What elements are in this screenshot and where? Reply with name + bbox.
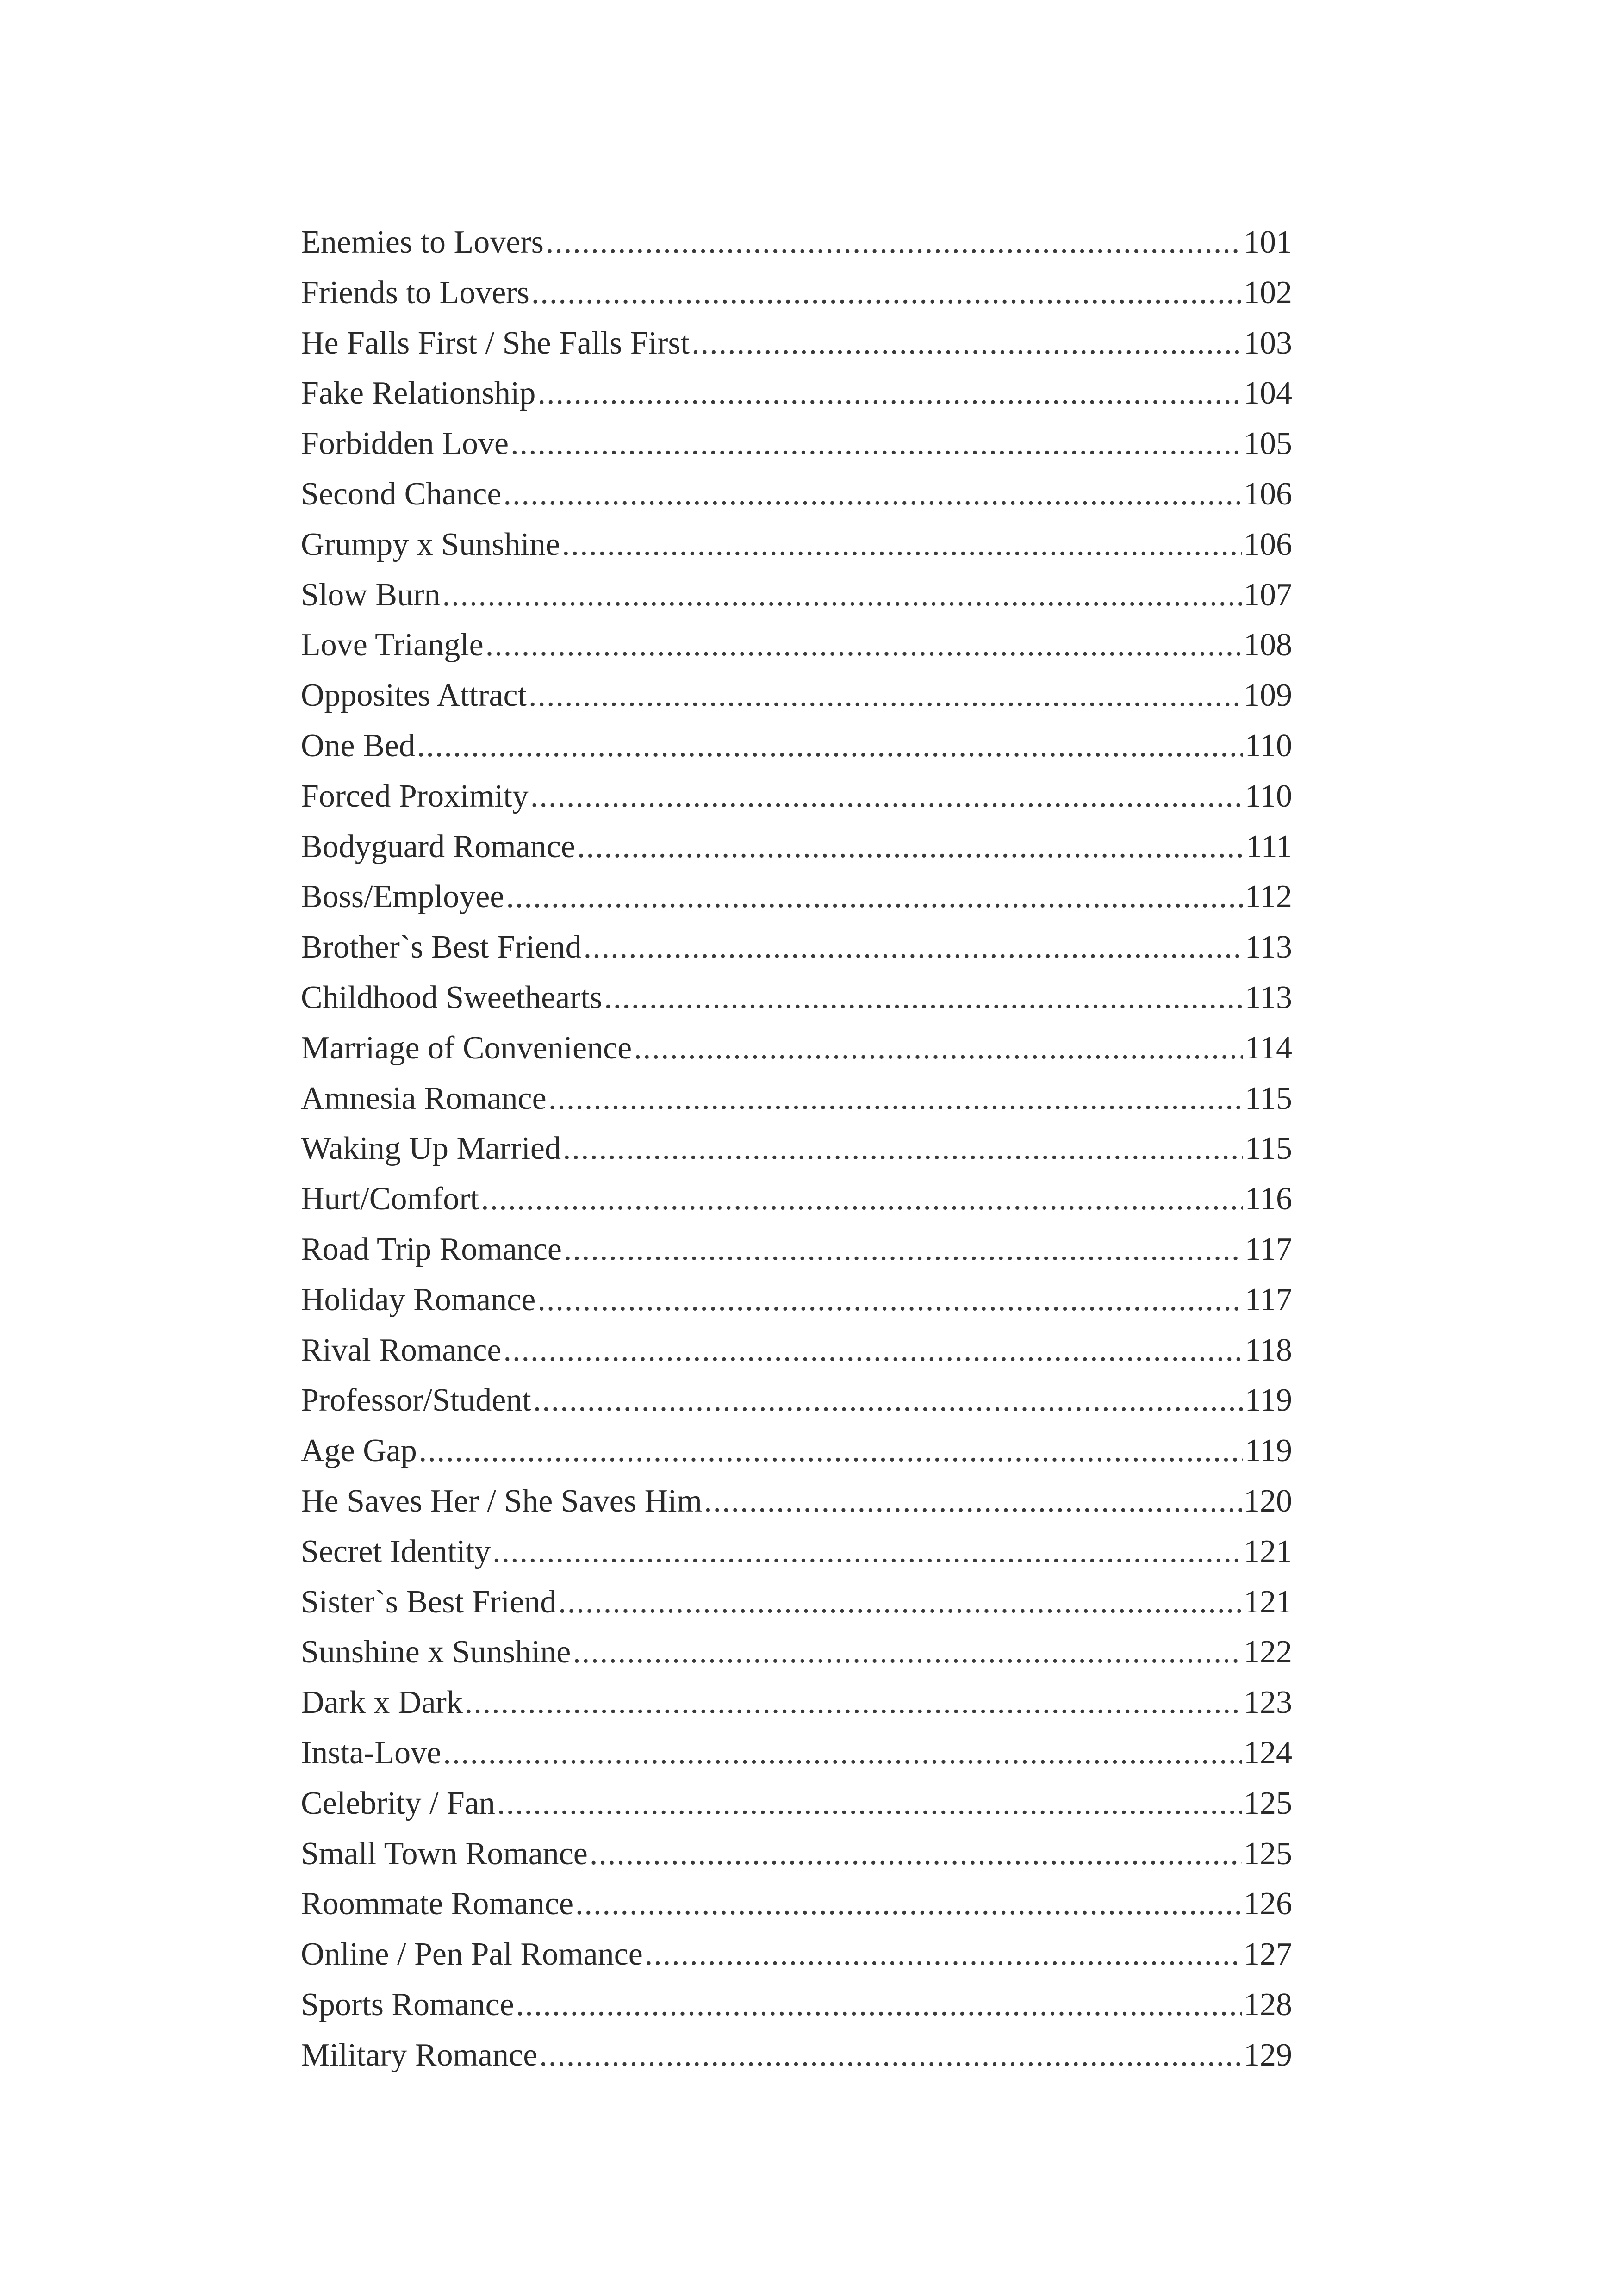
toc-entry[interactable] — [301, 1879, 1292, 1929]
toc-entry[interactable] — [301, 1929, 1292, 1980]
toc-entry-page-number: 117 — [1245, 1231, 1292, 1267]
toc-entry-title: Friends to Lovers — [301, 274, 529, 311]
toc-entry-page-number: 118 — [1245, 1332, 1292, 1368]
toc-entry[interactable] — [301, 1275, 1292, 1325]
toc-entry-title: Holiday Romance — [301, 1282, 536, 1318]
toc-entry-title: Waking Up Married — [301, 1131, 561, 1167]
toc-entry[interactable] — [301, 1225, 1292, 1275]
toc-entry-title: Roommate Romance — [301, 1886, 574, 1922]
toc-entry-title: Second Chance — [301, 476, 502, 512]
toc-entry[interactable] — [301, 1426, 1292, 1476]
toc-dot-leader — [530, 772, 1243, 822]
toc-dot-leader — [503, 469, 1242, 520]
toc-entry[interactable] — [301, 318, 1292, 369]
toc-entry-page-number: 109 — [1244, 678, 1292, 714]
toc-entry-title: Slow Burn — [301, 577, 441, 613]
toc-dot-leader — [417, 721, 1243, 772]
toc-dot-leader — [562, 520, 1242, 570]
toc-entry-title: Age Gap — [301, 1433, 417, 1469]
toc-entry-title: Hurt/Comfort — [301, 1181, 479, 1217]
toc-entry-page-number: 110 — [1245, 728, 1292, 764]
toc-entry-title: Professor/Student — [301, 1382, 531, 1419]
toc-entry-title: Sister`s Best Friend — [301, 1584, 557, 1620]
toc-entry[interactable] — [301, 570, 1292, 621]
toc-entry[interactable] — [301, 1325, 1292, 1376]
toc-dot-leader — [539, 2030, 1242, 2081]
toc-dot-leader — [537, 1275, 1243, 1325]
toc-entry[interactable] — [301, 368, 1292, 419]
toc-entry[interactable] — [301, 419, 1292, 469]
toc-entry-title: Forbidden Love — [301, 426, 509, 462]
toc-dot-leader — [504, 1325, 1243, 1376]
toc-entry[interactable] — [301, 2030, 1292, 2081]
toc-entry-page-number: 111 — [1246, 828, 1292, 865]
toc-dot-leader — [548, 1074, 1243, 1124]
toc-entry-page-number: 117 — [1245, 1282, 1292, 1318]
toc-entry[interactable] — [301, 1174, 1292, 1225]
toc-entry[interactable] — [301, 1829, 1292, 1879]
toc-entry-page-number: 107 — [1244, 577, 1292, 613]
toc-dot-leader — [604, 973, 1243, 1023]
toc-dot-leader — [443, 1728, 1242, 1779]
toc-entry[interactable] — [301, 1627, 1292, 1678]
toc-entry[interactable] — [301, 1476, 1292, 1527]
toc-entry-title: Grumpy x Sunshine — [301, 526, 560, 562]
toc-dot-leader — [492, 1527, 1242, 1577]
toc-entry[interactable] — [301, 822, 1292, 872]
toc-entry-title: Secret Identity — [301, 1533, 491, 1569]
toc-dot-leader — [531, 268, 1242, 318]
toc-dot-leader — [537, 368, 1242, 419]
toc-entry-page-number: 125 — [1244, 1836, 1292, 1872]
toc-dot-leader — [419, 1426, 1243, 1476]
toc-entry-page-number: 119 — [1245, 1433, 1292, 1469]
toc-dot-leader — [465, 1678, 1242, 1728]
toc-entry[interactable] — [301, 671, 1292, 721]
toc-entry[interactable] — [301, 1728, 1292, 1779]
toc-entry-page-number: 129 — [1244, 2037, 1292, 2073]
toc-entry-page-number: 101 — [1244, 224, 1292, 260]
toc-entry-title: Boss/Employee — [301, 879, 504, 915]
toc-entry[interactable] — [301, 872, 1292, 922]
toc-entry[interactable] — [301, 1779, 1292, 1829]
toc-entry[interactable] — [301, 218, 1292, 268]
toc-dot-leader — [563, 1124, 1243, 1174]
toc-entry-page-number: 119 — [1245, 1382, 1292, 1419]
toc-entry-page-number: 102 — [1244, 274, 1292, 311]
toc-entry-page-number: 123 — [1244, 1685, 1292, 1721]
toc-entry[interactable] — [301, 1023, 1292, 1074]
toc-entry-page-number: 121 — [1244, 1584, 1292, 1620]
toc-entry-page-number: 113 — [1245, 979, 1292, 1015]
toc-dot-leader — [590, 1829, 1242, 1879]
toc-entry-page-number: 103 — [1244, 325, 1292, 361]
toc-entry-title: Forced Proximity — [301, 778, 529, 814]
toc-entry-page-number: 115 — [1245, 1080, 1292, 1116]
toc-entry-page-number: 127 — [1244, 1936, 1292, 1972]
toc-dot-leader — [516, 1980, 1242, 2030]
toc-dot-leader — [533, 1375, 1243, 1426]
toc-dot-leader — [497, 1779, 1242, 1829]
toc-dot-leader — [573, 1627, 1242, 1678]
toc-entry-page-number: 116 — [1245, 1181, 1292, 1217]
toc-entry[interactable] — [301, 1375, 1292, 1426]
toc-entry-page-number: 110 — [1245, 778, 1292, 814]
toc-entry-title: Road Trip Romance — [301, 1231, 562, 1267]
toc-entry-title: Sports Romance — [301, 1986, 514, 2022]
toc-entry-page-number: 124 — [1244, 1735, 1292, 1771]
toc-entry-title: Small Town Romance — [301, 1836, 588, 1872]
toc-entry[interactable] — [301, 1074, 1292, 1124]
toc-entry[interactable] — [301, 1124, 1292, 1174]
toc-entry[interactable] — [301, 772, 1292, 822]
toc-entry-title: Celebrity / Fan — [301, 1785, 495, 1821]
toc-entry-title: He Saves Her / She Saves Him — [301, 1483, 703, 1519]
toc-dot-leader — [564, 1225, 1243, 1275]
toc-entry[interactable] — [301, 973, 1292, 1023]
toc-entry-title: Marriage of Convenience — [301, 1030, 632, 1066]
toc-entry[interactable] — [301, 268, 1292, 318]
toc-entry-title: Enemies to Lovers — [301, 224, 544, 260]
toc-dot-leader — [575, 1879, 1242, 1929]
toc-entry[interactable] — [301, 469, 1292, 520]
toc-entry-page-number: 125 — [1244, 1785, 1292, 1821]
toc-dot-leader — [506, 872, 1243, 922]
toc-entry-page-number: 121 — [1244, 1533, 1292, 1569]
toc-entry-title: He Falls First / She Falls First — [301, 325, 690, 361]
toc-dot-leader — [691, 318, 1242, 369]
toc-dot-leader — [510, 419, 1242, 469]
toc-dot-leader — [577, 822, 1244, 872]
toc-dot-leader — [584, 922, 1243, 973]
toc-entry[interactable] — [301, 1527, 1292, 1577]
toc-entry-page-number: 122 — [1244, 1634, 1292, 1670]
toc-entry[interactable] — [301, 1980, 1292, 2030]
toc-entry[interactable] — [301, 1678, 1292, 1728]
toc-entry-page-number: 128 — [1244, 1986, 1292, 2022]
toc-entry-page-number: 104 — [1244, 375, 1292, 411]
toc-entry[interactable] — [301, 721, 1292, 772]
toc-entry-title: Dark x Dark — [301, 1685, 463, 1721]
toc-dot-leader — [481, 1174, 1243, 1225]
toc-entry[interactable] — [301, 620, 1292, 671]
toc-dot-leader — [558, 1577, 1242, 1628]
toc-entry-title: Bodyguard Romance — [301, 828, 575, 865]
toc-entry-page-number: 106 — [1244, 476, 1292, 512]
toc-entry-title: Rival Romance — [301, 1332, 502, 1368]
toc-dot-leader — [704, 1476, 1242, 1527]
toc-entry-page-number: 108 — [1244, 627, 1292, 663]
toc-entry-title: Fake Relationship — [301, 375, 536, 411]
toc-entry-title: Brother`s Best Friend — [301, 929, 582, 965]
toc-dot-leader — [529, 671, 1242, 721]
toc-entry-title: Childhood Sweethearts — [301, 979, 603, 1015]
toc-entry-page-number: 112 — [1245, 879, 1292, 915]
toc-entry-page-number: 126 — [1244, 1886, 1292, 1922]
toc-entry[interactable] — [301, 1577, 1292, 1628]
toc-entry-title: Insta-Love — [301, 1735, 442, 1771]
toc-dot-leader — [485, 620, 1242, 671]
toc-entry-title: Love Triangle — [301, 627, 484, 663]
toc-entry-page-number: 106 — [1244, 526, 1292, 562]
toc-entry-title: Online / Pen Pal Romance — [301, 1936, 643, 1972]
toc-entry-title: One Bed — [301, 728, 415, 764]
toc-dot-leader — [634, 1023, 1243, 1074]
toc-entry-page-number: 105 — [1244, 426, 1292, 462]
toc-entry-page-number: 114 — [1245, 1030, 1292, 1066]
toc-entry-title: Sunshine x Sunshine — [301, 1634, 571, 1670]
toc-entry-page-number: 120 — [1244, 1483, 1292, 1519]
toc-entry-title: Amnesia Romance — [301, 1080, 547, 1116]
toc-dot-leader — [645, 1929, 1242, 1980]
toc-entry-title: Opposites Attract — [301, 678, 527, 714]
toc-entry-page-number: 115 — [1245, 1131, 1292, 1167]
toc-entry[interactable] — [301, 520, 1292, 570]
toc-dot-leader — [442, 570, 1242, 621]
table-of-contents — [301, 218, 1292, 2080]
toc-entry[interactable] — [301, 922, 1292, 973]
toc-entry-title: Military Romance — [301, 2037, 538, 2073]
toc-entry-page-number: 113 — [1245, 929, 1292, 965]
toc-dot-leader — [546, 218, 1242, 268]
